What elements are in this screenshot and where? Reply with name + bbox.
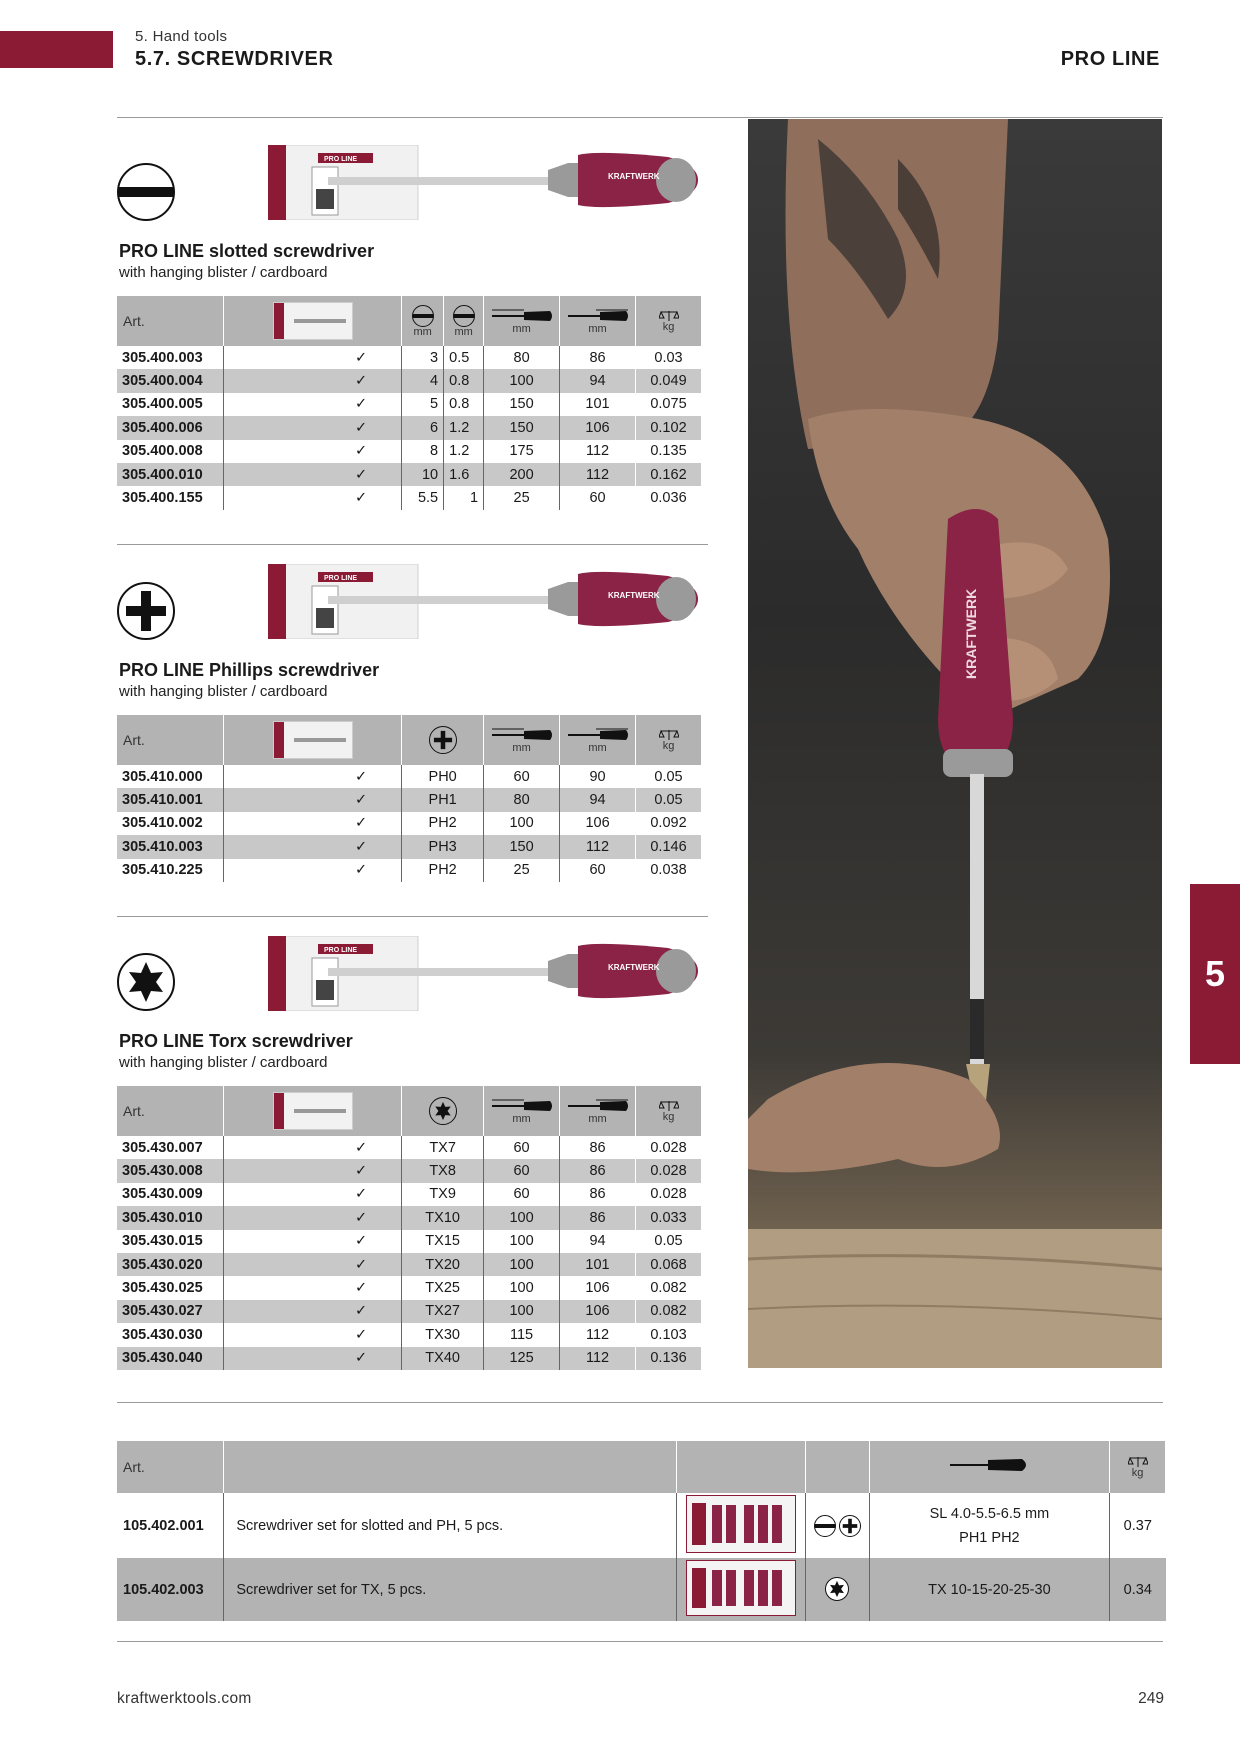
column-header-art: Art. — [117, 296, 224, 346]
slotted-tip-icon — [117, 163, 175, 221]
table-row: 305.400.155 ✓ 5.5 1 25 60 0.036 — [117, 486, 702, 509]
handle-brand-text: KRAFTWERK — [608, 963, 660, 972]
slotted-spec-table — [117, 296, 702, 510]
handle-brand-text: KRAFTWERK — [608, 172, 660, 181]
unit-label: kg — [662, 739, 675, 752]
unit-label: mm — [588, 741, 607, 754]
blister-thumb-icon — [273, 1092, 353, 1130]
torx-subtitle: with hanging blister / cardboard — [119, 1054, 328, 1071]
hands-screwdriver-photo — [748, 119, 1162, 1368]
torx-screwdriver-image — [268, 936, 698, 1011]
handle-length-icon — [566, 727, 630, 743]
screwdriver-size-icon — [948, 1456, 1030, 1474]
column-header-art: Art. — [117, 715, 224, 765]
table-row: 305.410.002 ✓ PH2 100 106 0.092 — [117, 812, 702, 835]
table-row: 305.430.027 ✓ TX27 100 106 0.082 — [117, 1300, 702, 1323]
blister-proline-text: PRO LINE — [324, 156, 358, 163]
unit-label: kg — [662, 320, 675, 333]
unit-label: mm — [512, 322, 531, 335]
set-weight: 0.34 — [1110, 1558, 1166, 1621]
phillips-tip-icon — [839, 1515, 861, 1537]
table-row — [117, 1493, 1166, 1558]
unit-label: mm — [512, 741, 531, 754]
set-sizes-line: TX 10-15-20-25-30 — [869, 1558, 1109, 1621]
handle-brand-text: KRAFTWERK — [608, 591, 660, 600]
unit-label: mm — [588, 1112, 607, 1125]
weight-scale-icon — [659, 1100, 679, 1112]
set-package-image — [686, 1560, 796, 1616]
phillips-screwdriver-image — [268, 564, 698, 639]
sets-bottom-divider — [117, 1641, 1163, 1642]
table-row: 305.400.004 ✓ 4 0.8 100 94 0.049 — [117, 369, 702, 392]
blister-thumb-icon — [273, 721, 353, 759]
blister-proline-text: PRO LINE — [324, 947, 358, 954]
unit-label: mm — [413, 325, 432, 338]
set-weight: 0.37 — [1110, 1493, 1166, 1558]
weight-scale-icon — [659, 310, 679, 322]
unit-label: mm — [454, 325, 473, 338]
set-art-number: 105.402.001 — [117, 1493, 224, 1558]
unit-label: kg — [662, 1110, 675, 1123]
tip-width-icon — [412, 305, 434, 327]
table-row: 305.430.009 ✓ TX9 60 86 0.028 — [117, 1183, 702, 1206]
table-row: 305.430.030 ✓ TX30 115 112 0.103 — [117, 1323, 702, 1346]
column-header-blister — [224, 296, 402, 346]
blister-thumb-icon — [273, 302, 353, 340]
table-row — [117, 1558, 1166, 1621]
table-row: 305.430.040 ✓ TX40 125 112 0.136 — [117, 1347, 702, 1370]
chapter-color-tab — [0, 31, 113, 68]
table-row: 305.400.008 ✓ 8 1.2 175 112 0.135 — [117, 440, 702, 463]
blade-length-icon — [490, 1098, 554, 1114]
handle-length-icon — [566, 308, 630, 324]
column-header-art: Art. — [117, 1441, 224, 1493]
unit-label: kg — [1131, 1466, 1144, 1479]
table-row: 305.410.001 ✓ PH1 80 94 0.05 — [117, 788, 702, 811]
photo-illustration — [748, 119, 1162, 1368]
table-row: 305.400.006 ✓ 6 1.2 150 106 0.102 — [117, 416, 702, 439]
slotted-subtitle: with hanging blister / cardboard — [119, 264, 328, 281]
footer-website[interactable]: kraftwerktools.com — [117, 1690, 252, 1707]
unit-label: mm — [588, 322, 607, 335]
set-sizes-line: PH1 PH2 — [959, 1529, 1020, 1546]
table-row: 305.400.010 ✓ 10 1.6 200 112 0.162 — [117, 463, 702, 486]
slotted-screwdriver-image — [268, 145, 698, 220]
phillips-size-icon — [429, 726, 457, 754]
set-art-number: 105.402.003 — [117, 1558, 224, 1621]
blister-proline-text: PRO LINE — [324, 575, 358, 582]
header-divider — [117, 117, 1163, 118]
phillips-tip-icon — [117, 582, 175, 640]
table-row: 305.410.000 ✓ PH0 60 90 0.05 — [117, 765, 702, 788]
set-sizes-line: SL 4.0-5.5-6.5 mm — [929, 1505, 1050, 1522]
blade-length-icon — [490, 308, 554, 324]
torx-tip-icon — [117, 953, 175, 1011]
weight-scale-icon — [659, 729, 679, 741]
torx-spec-table — [117, 1086, 702, 1370]
table-row: 305.410.225 ✓ PH2 25 60 0.038 — [117, 859, 702, 882]
slotted-tip-icon — [814, 1515, 836, 1537]
table-row: 305.400.005 ✓ 5 0.8 150 101 0.075 — [117, 393, 702, 416]
handle-brand-text: KRAFTWERK — [963, 588, 979, 679]
slotted-title: PRO LINE slotted screwdriver — [119, 241, 375, 261]
phillips-spec-table — [117, 715, 702, 882]
table-row: 305.430.015 ✓ TX15 100 94 0.05 — [117, 1230, 702, 1253]
table-row: 305.410.003 ✓ PH3 150 112 0.146 — [117, 835, 702, 858]
table-row: 305.430.007 ✓ TX7 60 86 0.028 — [117, 1136, 702, 1159]
page-number: 249 — [1138, 1690, 1164, 1707]
handle-length-icon — [566, 1098, 630, 1114]
torx-tip-icon — [825, 1577, 849, 1601]
section-divider — [117, 1402, 1163, 1403]
page-title: 5.7. SCREWDRIVER — [135, 48, 334, 70]
unit-label: mm — [512, 1112, 531, 1125]
section-divider — [117, 544, 708, 545]
set-description: Screwdriver set for TX, 5 pcs. — [224, 1558, 676, 1621]
table-row: 305.430.010 ✓ TX10 100 86 0.033 — [117, 1206, 702, 1229]
product-line-label: PRO LINE — [1060, 48, 1160, 70]
tip-thickness-icon — [453, 305, 475, 327]
screwdriver-sets-table — [117, 1441, 1166, 1621]
section-divider — [117, 916, 708, 917]
phillips-subtitle: with hanging blister / cardboard — [119, 683, 328, 700]
table-row: 305.430.008 ✓ TX8 60 86 0.028 — [117, 1159, 702, 1182]
column-header-art: Art. — [117, 1086, 224, 1136]
phillips-title: PRO LINE Phillips screwdriver — [119, 660, 380, 680]
breadcrumb: 5. Hand tools — [135, 28, 228, 45]
table-row: 305.430.025 ✓ TX25 100 106 0.082 — [117, 1276, 702, 1299]
torx-title: PRO LINE Torx screwdriver — [119, 1031, 353, 1051]
weight-scale-icon — [1128, 1456, 1148, 1468]
torx-size-icon — [429, 1097, 457, 1125]
blade-length-icon — [490, 727, 554, 743]
set-package-image — [686, 1495, 796, 1553]
table-row: 305.400.003 ✓ 3 0.5 80 86 0.03 — [117, 346, 702, 369]
chapter-number-tab: 5 — [1190, 884, 1240, 1064]
set-description: Screwdriver set for slotted and PH, 5 pcs. — [224, 1493, 676, 1558]
table-row: 305.430.020 ✓ TX20 100 101 0.068 — [117, 1253, 702, 1276]
